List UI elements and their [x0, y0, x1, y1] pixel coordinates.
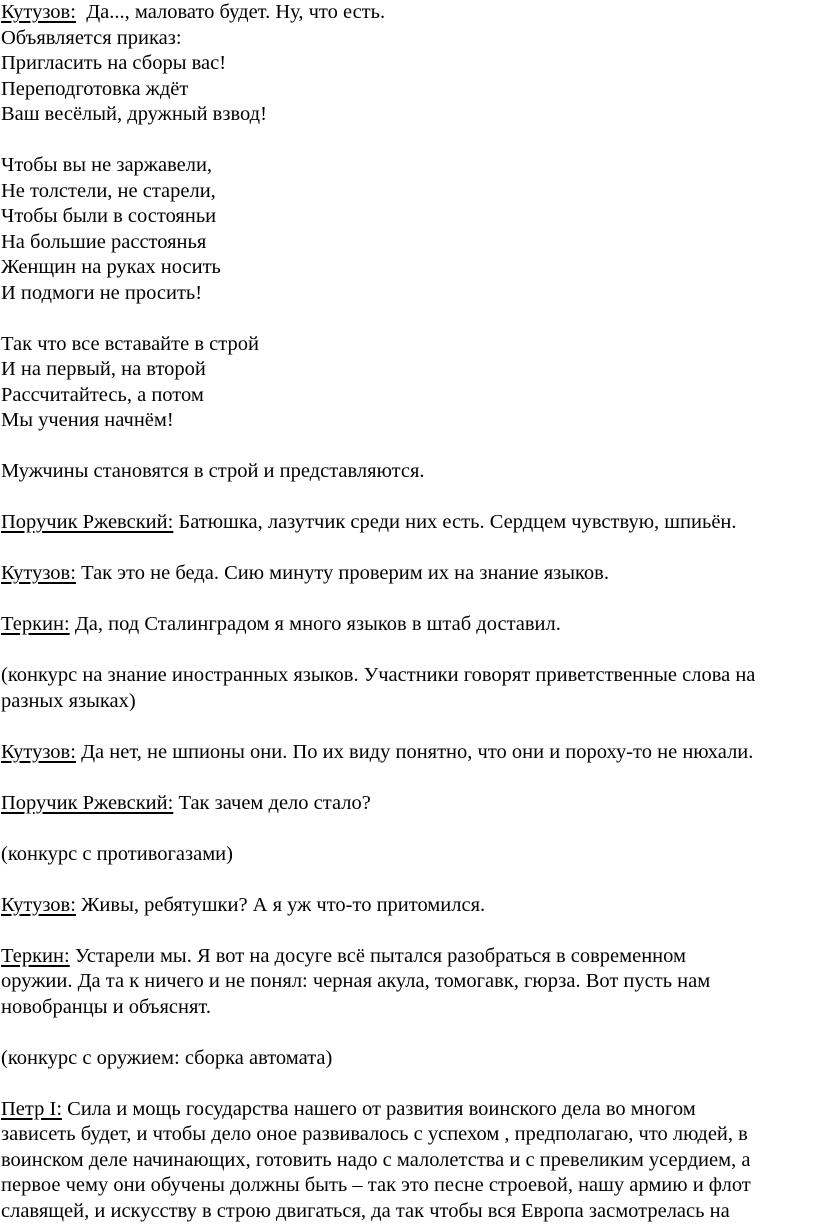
verse1-line-2: Объявляется приказ: [1, 26, 813, 52]
stage-direction: (конкурс с оружием: сборка автомата) [1, 1046, 813, 1072]
verse2-line-1: Чтобы вы не заржавели, [1, 153, 813, 179]
speaker-kutuzov: Кутузов: [1, 894, 76, 916]
verse3-line-3: Рассчитайтесь, а потом [1, 383, 813, 409]
verse2-line-3: Чтобы были в состояньи [1, 204, 813, 230]
dialogue-text: Живы, ребятушки? А я уж что-то притомился. [76, 894, 485, 916]
dialogue-line-kutuzov [1, 561, 813, 587]
speaker-terkin: Теркин: [1, 613, 70, 635]
dialogue-line-kutuzov [1, 893, 813, 919]
dialogue-continuation: новобранцы и объяснят. [1, 995, 813, 1021]
verse3-line-2: И на первый, на второй [1, 357, 813, 383]
stage-direction: Мужчины становятся в строй и представляются. [1, 459, 813, 485]
stage-direction: (конкурс с противогазами) [1, 842, 813, 868]
dialogue-text: Устарели мы. Я вот на досуге всё пытался разобраться в современном [70, 945, 686, 967]
stage-direction-line-1: (конкурс на знание иностранных языков. Участники говорят приветственные слова на [1, 663, 813, 689]
dialogue-line-rzhevsky [1, 510, 813, 536]
dialogue-text: Да нет, не шпионы они. По их виду понятно, что они и пороху-то не нюхали. [76, 741, 753, 763]
blank-line [1, 765, 813, 791]
dialogue-line-terkin [1, 944, 813, 970]
blank-line [1, 434, 813, 460]
speaker-rzhevsky: Поручик Ржевский: [1, 511, 173, 533]
blank-line [1, 306, 813, 332]
dialogue-line-peter [1, 1097, 813, 1123]
speaker-terkin: Теркин: [1, 945, 70, 967]
dialogue-text: Да, под Сталинградом я много языков в штаб доставил. [70, 613, 561, 635]
blank-line [1, 816, 813, 842]
dialogue-line-rzhevsky [1, 791, 813, 817]
verse1-line-1 [1, 0, 813, 26]
dialogue-continuation: зависеть будет, и чтобы дело оное развивалось с успехом , предполагаю, что людей, в [1, 1122, 813, 1148]
blank-line [1, 1020, 813, 1046]
verse2-line-6: И подмоги не просить! [1, 281, 813, 307]
dialogue-line-terkin [1, 612, 813, 638]
blank-line [1, 867, 813, 893]
speaker-rzhevsky: Поручик Ржевский: [1, 792, 173, 814]
dialogue-continuation: первое чему они обучены должны быть – так это песне строевой, нашу армию и флот [1, 1173, 813, 1199]
dialogue-continuation: славящей, и искусству в строю двигаться, да так чтобы вся Европа засмотрелась на [1, 1199, 813, 1224]
stage-direction-line-2: разных языках) [1, 689, 813, 715]
verse1-line-5: Ваш весёлый, дружный взвод! [1, 102, 813, 128]
verse2-line-4: На большие расстоянья [1, 230, 813, 256]
verse1-line-4: Переподготовка ждёт [1, 77, 813, 103]
verse1-line-3: Пригласить на сборы вас! [1, 51, 813, 77]
verse3-line-1: Так что все вставайте в строй [1, 332, 813, 358]
dialogue-continuation: воинском деле начинающих, готовить надо с малолетства и с превеликим усердием, а [1, 1148, 813, 1174]
blank-line [1, 128, 813, 154]
blank-line [1, 918, 813, 944]
dialogue-continuation: оружии. Да та к ничего и не понял: черная акула, томогавк, гюрза. Вот пусть нам [1, 969, 813, 995]
verse1-first-line-text: Да..., маловато будет. Ну, что есть. [76, 1, 385, 23]
verse2-line-5: Женщин на руках носить [1, 255, 813, 281]
speaker-peter: Петр I: [1, 1098, 62, 1120]
speaker-kutuzov: Кутузов: [1, 741, 76, 763]
blank-line [1, 638, 813, 664]
dialogue-text: Сила и мощь государства нашего от развития воинского дела во многом [62, 1098, 696, 1120]
dialogue-text: Так зачем дело стало? [173, 792, 371, 814]
blank-line [1, 714, 813, 740]
blank-line [1, 1071, 813, 1097]
verse2-line-2: Не толстели, не старели, [1, 179, 813, 205]
dialogue-text: Батюшка, лазутчик среди них есть. Сердцем чувствую, шпиьён. [173, 511, 736, 533]
dialogue-text: Так это не беда. Сию минуту проверим их на знание языков. [76, 562, 609, 584]
speaker-kutuzov: Кутузов: [1, 1, 76, 23]
speaker-kutuzov: Кутузов: [1, 562, 76, 584]
blank-line [1, 485, 813, 511]
blank-line [1, 587, 813, 613]
verse3-line-4: Мы учения начнём! [1, 408, 813, 434]
dialogue-line-kutuzov [1, 740, 813, 766]
blank-line [1, 536, 813, 562]
